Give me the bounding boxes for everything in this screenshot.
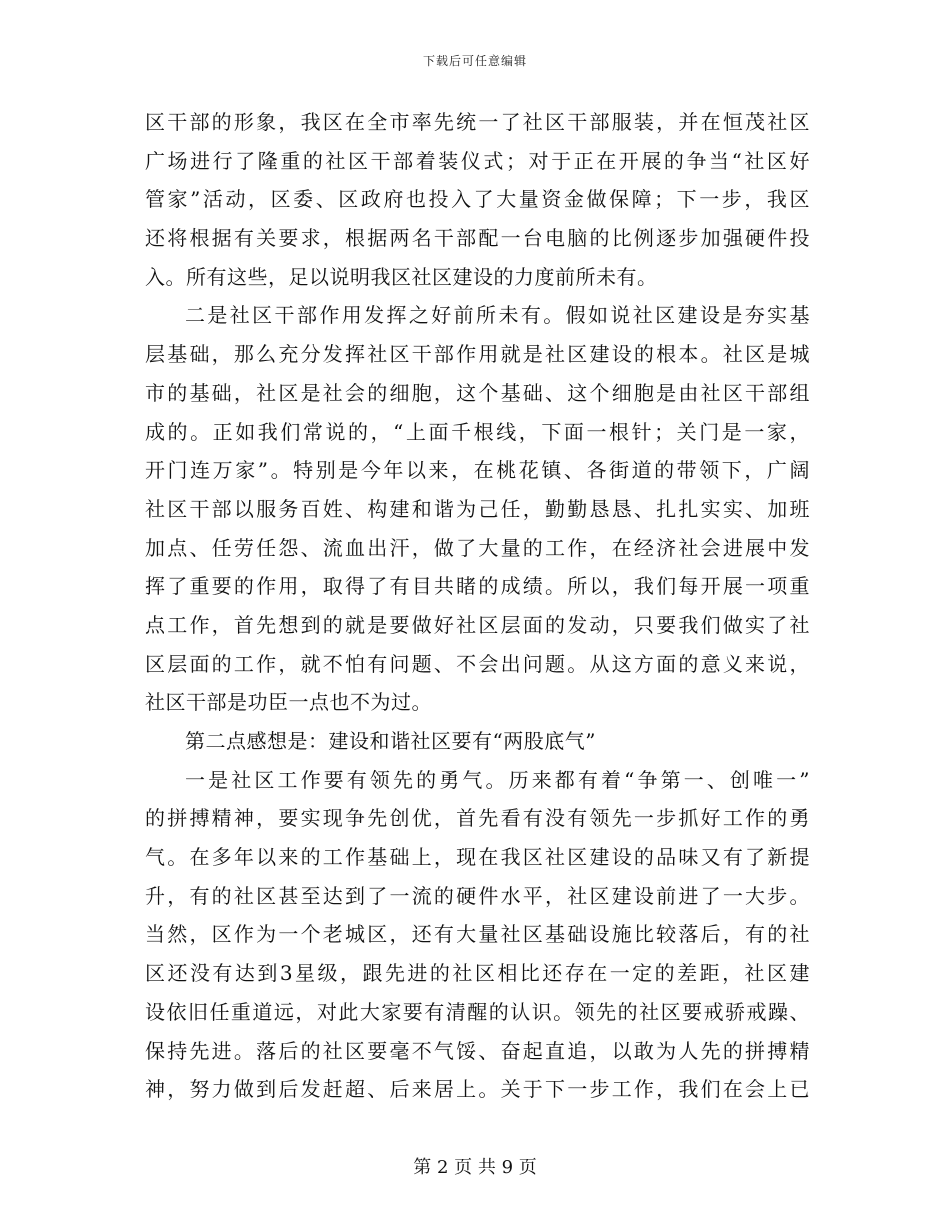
- text-line: 加点、任劳任怨、流血出汗，做了大量的工作，在经济社会进展中发: [145, 535, 810, 560]
- text-line: 点工作，首先想到的就是要做好社区层面的发动，只要我们做实了社: [145, 612, 810, 637]
- text-line: 社区干部以服务百姓、构建和谐为己任，勤勤恳恳、扎扎实实、加班: [145, 496, 810, 521]
- text-line: 二是社区干部作用发挥之好前所未有。假如说社区建设是夯实基: [185, 303, 810, 328]
- text-line: 当然，区作为一个老城区，还有大量社区基础设施比较落后，有的社: [145, 922, 810, 947]
- text-line: 升，有的社区甚至达到了一流的硬件水平，社区建设前进了一大步。: [145, 883, 810, 908]
- text-line: 入。所有这些，足以说明我区社区建设的力度前所未有。: [145, 264, 658, 289]
- text-line: 设依旧任重道远，对此大家要有清醒的认识。领先的社区要戒骄戒躁、: [145, 999, 810, 1024]
- document-body: [145, 103, 810, 1109]
- text-line: 气。在多年以来的工作基础上，现在我区社区建设的品味又有了新提: [145, 845, 810, 870]
- text-line: 区干部的形象，我区在全市率先统一了社区干部服装，并在恒茂社区: [145, 110, 810, 134]
- text-line: 广场进行了隆重的社区干部着装仪式；对于正在开展的争当“社区好: [145, 148, 810, 173]
- page-footer: 第 2 页 共 9 页: [413, 1157, 537, 1178]
- text-line: 区层面的工作，就不怕有问题、不会出问题。从这方面的意义来说，: [145, 651, 810, 676]
- text-line: 开门连万家”。特别是今年以来，在桃花镇、各街道的带领下，广阔: [145, 458, 810, 483]
- text-line: 市的基础，社区是社会的细胞，这个基础、这个细胞是由社区干部组: [145, 380, 810, 405]
- text-line: 区还没有达到3星级，跟先进的社区相比还存在一定的差距，社区建: [145, 961, 810, 986]
- text-line: 层基础，那么充分发挥社区干部作用就是社区建设的根本。社区是城: [145, 342, 810, 367]
- text-line: 还将根据有关要求，根据两名干部配一台电脑的比例逐步加强硬件投: [145, 226, 810, 251]
- text-line: 成的。正如我们常说的，“上面千根线，下面一根针；关门是一家，: [145, 419, 810, 444]
- text-line: 挥了重要的作用，取得了有目共睹的成绩。所以，我们每开展一项重: [145, 574, 810, 599]
- text-line: 社区干部是功臣一点也不为过。: [145, 690, 432, 715]
- text-line: 神，努力做到后发赶超、后来居上。关于下一步工作，我们在会上已: [145, 1077, 810, 1102]
- text-line: 第二点感想是：建设和谐社区要有“两股底气”: [185, 729, 596, 753]
- page-header: 下载后可任意编辑: [422, 54, 527, 68]
- text-line: 一是社区工作要有领先的勇气。历来都有着“争第一、创唯一”: [185, 767, 810, 792]
- text-line: 管家”活动，区委、区政府也投入了大量资金做保障；下一步，我区: [145, 187, 810, 212]
- text-line: 的拼搏精神，要实现争先创优，首先看有没有领先一步抓好工作的勇: [145, 806, 810, 831]
- text-line: 保持先进。落后的社区要毫不气馁、奋起直追，以敢为人先的拼搏精: [145, 1038, 810, 1063]
